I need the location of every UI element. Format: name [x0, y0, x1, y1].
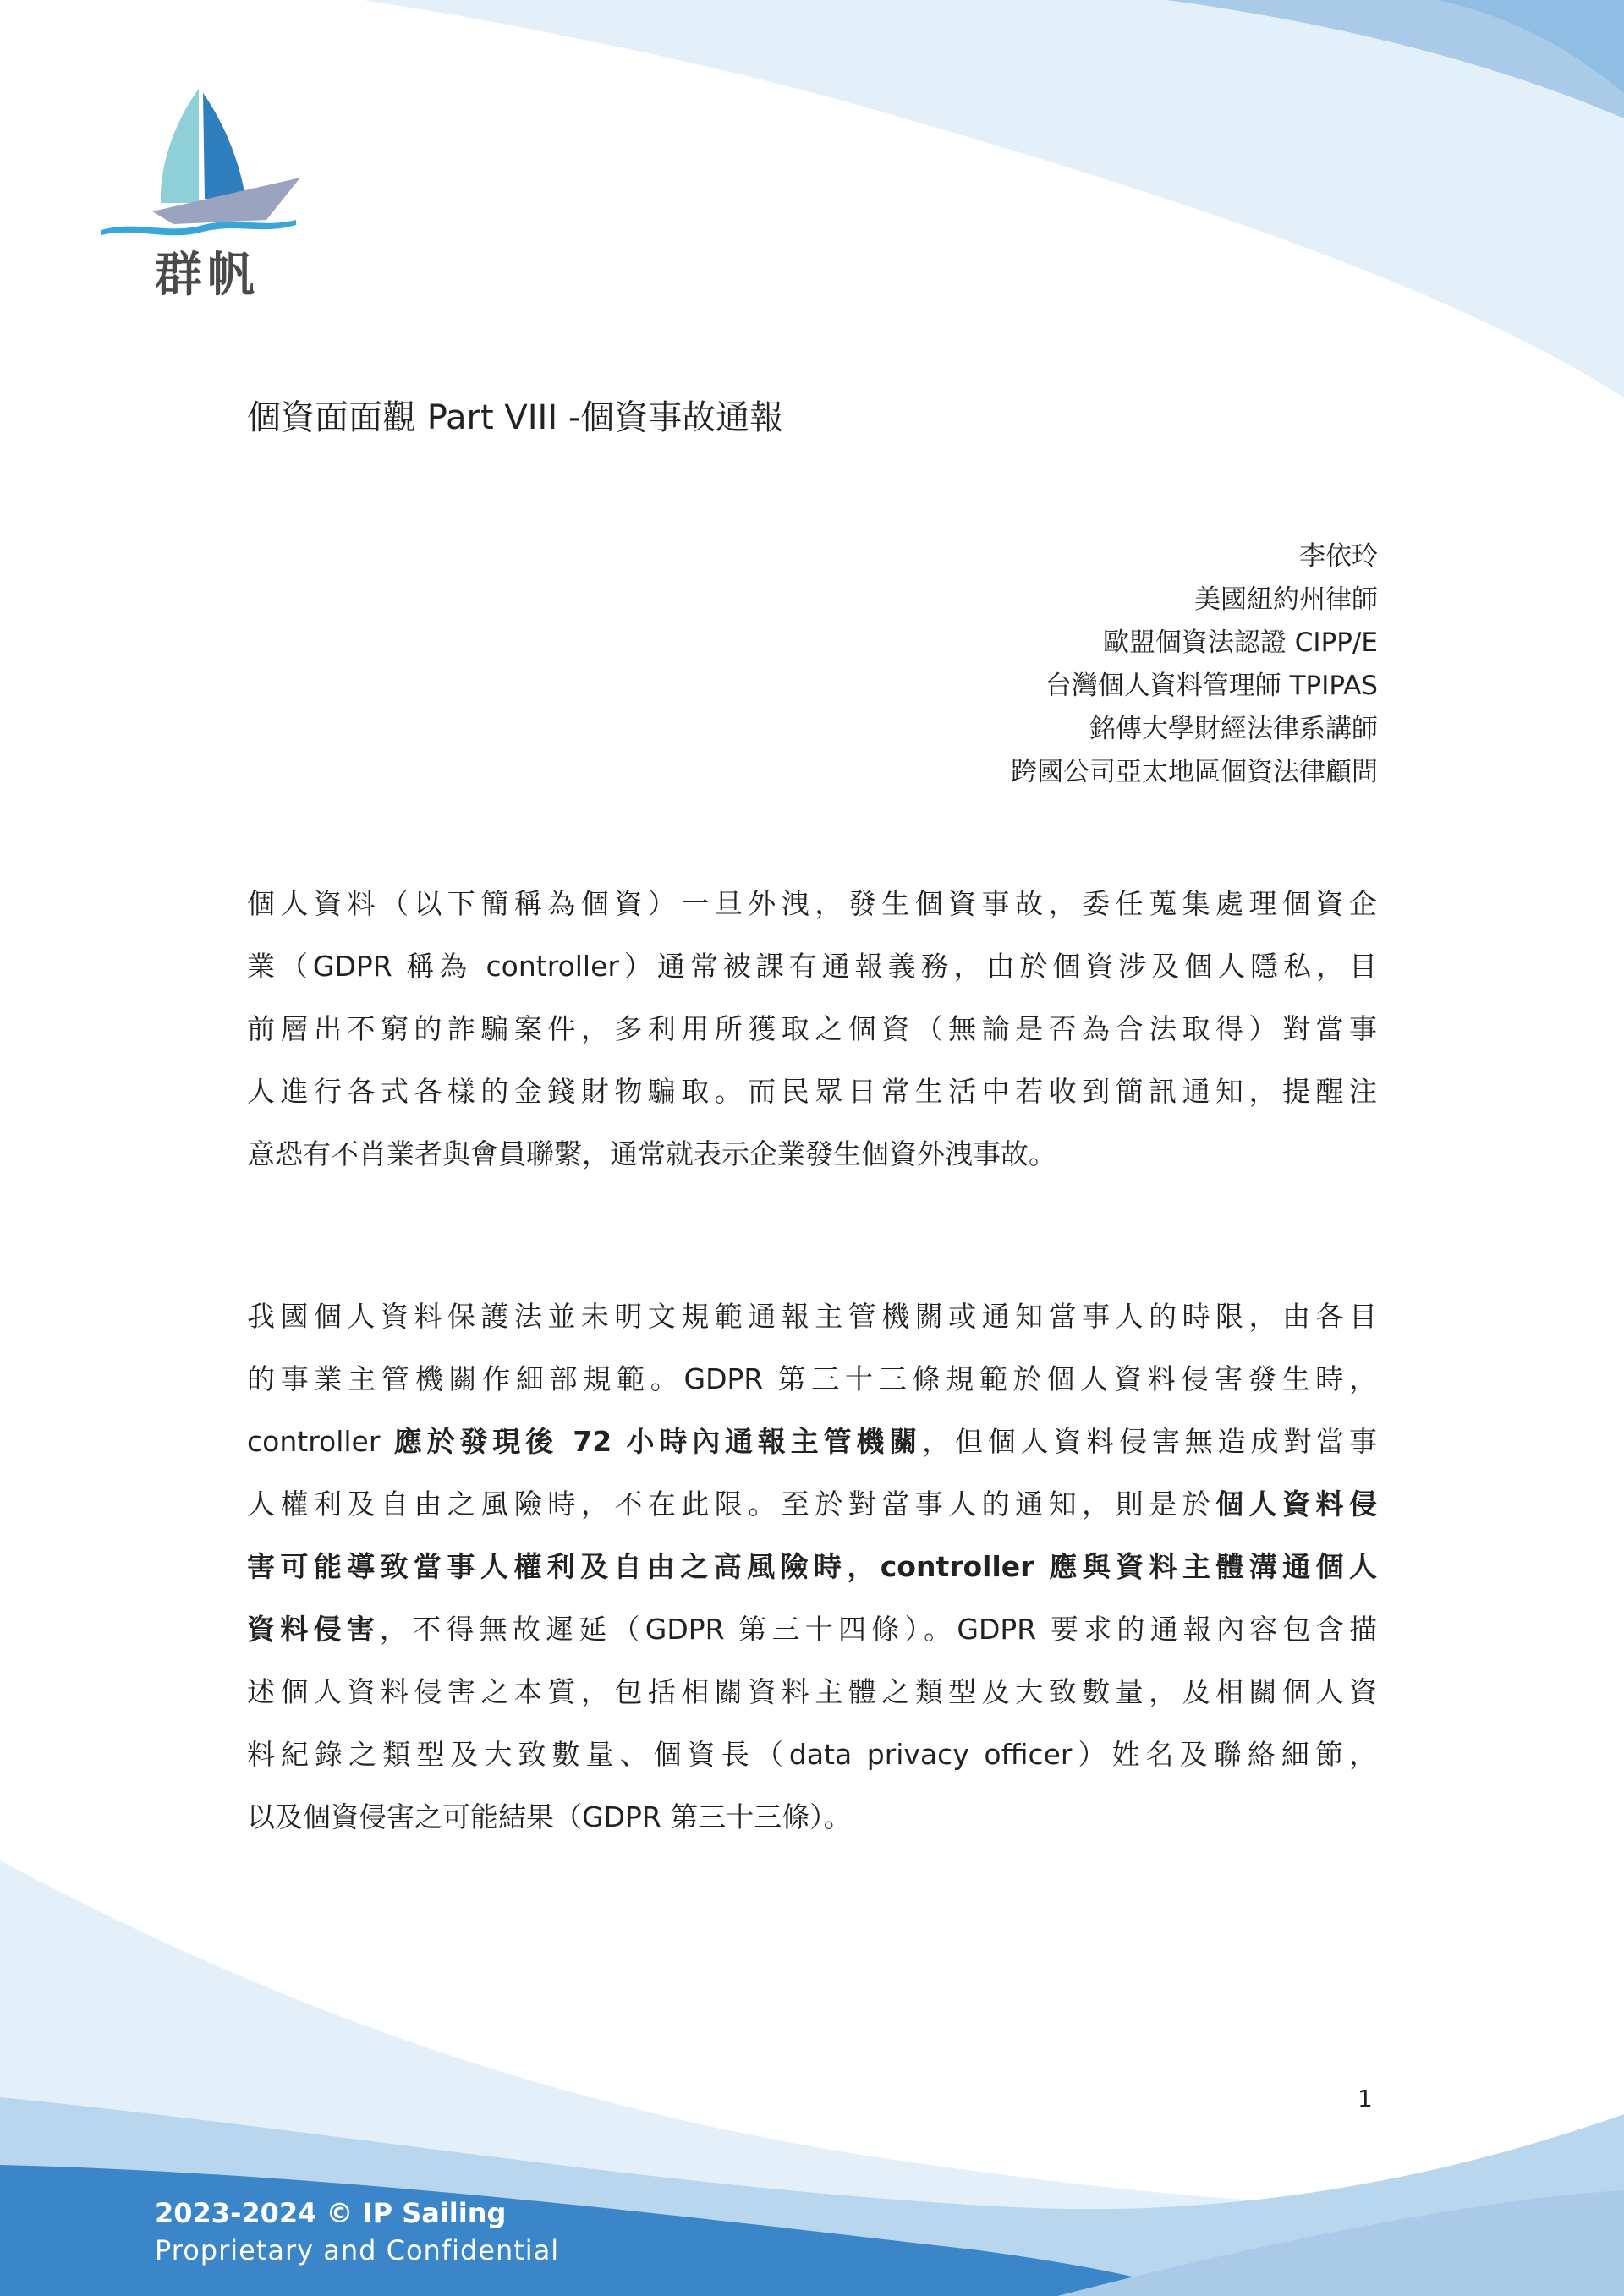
paragraph-line: 料紀錄之類型及大致數量、個資長（data privacy officer）姓名及聯絡細節， [247, 1738, 1377, 1771]
top-wave-light [364, 0, 1624, 397]
author-name: 李依玲 [1299, 541, 1378, 572]
ship-logo-icon [93, 85, 304, 237]
author-block [617, 535, 1378, 794]
paragraph-gdpr [247, 1285, 1377, 1849]
paragraph-line: 述個人資料侵害之本質，包括相關資料主體之類型及大致數量，及相關個人資 [247, 1675, 1377, 1708]
paragraph-line [247, 1536, 1377, 1598]
paragraph-line: 的事業主管機關作細部規範。GDPR 第三十三條規範於個人資料侵害發生時， [247, 1362, 1377, 1395]
paragraph-line [247, 1473, 1377, 1536]
paragraph-line: 個人資料（以下簡稱為個資）一旦外洩，發生個資事故，委任蒐集處理個資企 [247, 887, 1377, 920]
author-credential: 台灣個人資料管理師 TPIPAS [1045, 671, 1378, 701]
author-credential: 銘傳大學財經法律系講師 [1089, 714, 1378, 744]
bold-text-run: 害可能導致當事人權利及自由之高風險時，controller 應與資料主體溝通個人 [247, 1550, 1377, 1583]
footer-copyright: 2023-2024 © IP Sailing [155, 2197, 507, 2229]
paragraph-line: 人進行各式各樣的金錢財物騙取。而民眾日常生活中若收到簡訊通知，提醒注 [247, 1075, 1377, 1108]
paragraph-line: 業（GDPR 稱為 controller）通常被課有通報義務，由於個資涉及個人隱私，目 [247, 950, 1377, 983]
text-run: 人權利及自由之風險時，不在此限。至於對當事人的通知，則是於 [247, 1488, 1216, 1521]
text-run: ，不得無故遲延（GDPR 第三十四條）。GDPR 要求的通報內容包含描 [379, 1613, 1377, 1646]
bold-text-run: 應於發現後 72 小時內通報主管機關 [393, 1425, 923, 1458]
bold-text-run: 個人資料侵 [1215, 1488, 1378, 1521]
paragraph-line [247, 1411, 1377, 1473]
logo-text: 群帆 [155, 248, 260, 303]
author-credential: 歐盟個資法認證 CIPP/E [1102, 627, 1378, 658]
footer-confidential: Proprietary and Confidential [155, 2234, 560, 2266]
paragraph-intro [247, 873, 1377, 1186]
text-run: controller [247, 1425, 394, 1458]
page-number: 1 [1358, 2085, 1373, 2112]
paragraph-line [247, 1598, 1377, 1661]
paragraph-line: 前層出不窮的詐騙案件，多利用所獲取之個資（無論是否為合法取得）對當事 [247, 1012, 1377, 1045]
paragraph-line: 以及個資侵害之可能結果（GDPR 第三十三條）。 [247, 1800, 852, 1833]
text-run: ，但個人資料侵害無造成對當事 [922, 1425, 1378, 1458]
document-title: 個資面面觀 Part VIII -個資事故通報 [247, 398, 784, 437]
author-credential: 美國紐約州律師 [1194, 584, 1378, 615]
paragraph-line: 我國個人資料保護法並未明文規範通報主管機關或通知當事人的時限，由各目 [247, 1300, 1377, 1333]
paragraph-line: 意恐有不肖業者與會員聯繫，通常就表示企業發生個資外洩事故。 [247, 1137, 1056, 1170]
bold-text-run: 資料侵害 [247, 1613, 380, 1646]
author-credential: 跨國公司亞太地區個資法律顧問 [1011, 757, 1378, 787]
